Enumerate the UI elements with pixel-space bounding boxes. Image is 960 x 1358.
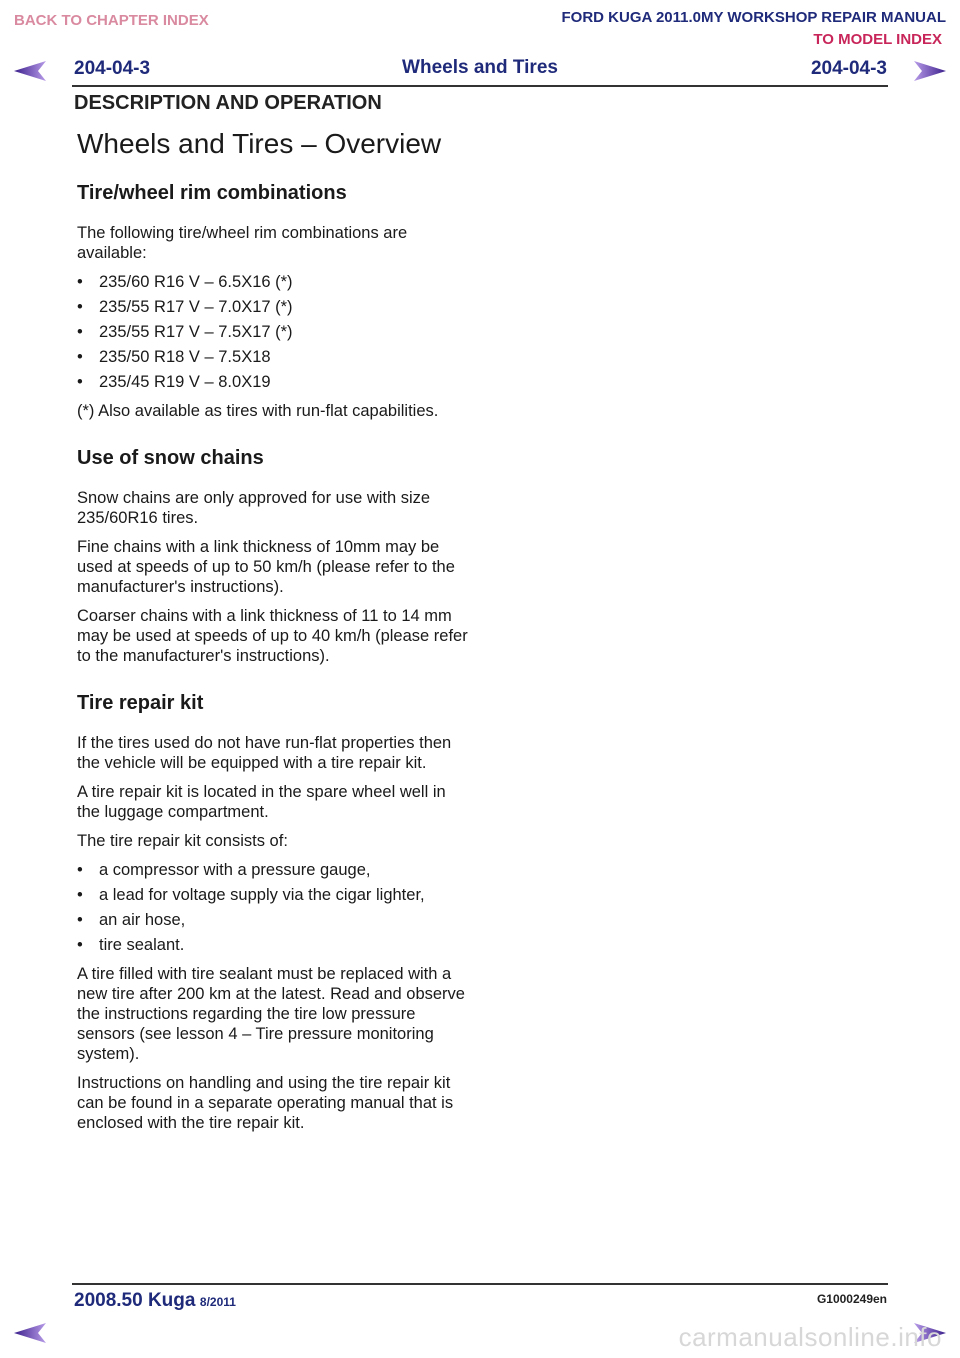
content-column: [77, 128, 472, 1142]
paragraph: Fine chains with a link thickness of 10mm may be used at speeds of up to 50 km/h (please refer to the manufacturer's instructions).: [77, 538, 455, 596]
list-item: • a compressor with a pressure gauge,: [77, 860, 472, 880]
next-page-arrow-icon[interactable]: [912, 60, 948, 82]
paragraph: The following tire/wheel rim combinations are available:: [77, 224, 408, 262]
document-title: Wheels and Tires – Overview: [77, 128, 442, 159]
list-item: • tire sealant.: [77, 935, 472, 955]
list-item: • a lead for voltage supply via the cigar lighter,: [77, 885, 472, 905]
section-label: DESCRIPTION AND OPERATION: [74, 92, 382, 114]
list-item: • 235/50 R18 V – 7.5X18: [77, 347, 472, 367]
page-number-right: 204-04-3: [810, 58, 887, 79]
list-item: • an air hose,: [77, 910, 472, 930]
list-item: • 235/55 R17 V – 7.0X17 (*): [77, 297, 472, 317]
list-item: • 235/55 R17 V – 7.5X17 (*): [77, 322, 472, 342]
watermark: carmanualsonline.info: [678, 1322, 942, 1352]
list-item: • 235/45 R19 V – 8.0X19: [77, 372, 472, 392]
paragraph: A tire repair kit is located in the spare wheel well in the luggage compartment.: [77, 783, 446, 821]
paragraph: If the tires used do not have run-flat properties then the vehicle will be equipped with a tire repair kit.: [77, 734, 452, 772]
list-item: • 235/60 R16 V – 6.5X16 (*): [77, 272, 472, 292]
to-model-index-link[interactable]: TO MODEL INDEX: [813, 31, 942, 48]
heading-tire-rim-combinations: Tire/wheel rim combinations: [77, 182, 347, 204]
footer-date: 8/2011: [199, 1295, 236, 1309]
paragraph: Coarser chains with a link thickness of 11 to 14 mm may be used at speeds of up to 40 km/h (please refer to the manufacturer's instructions).: [77, 607, 468, 665]
combination-list: [77, 272, 472, 392]
header-title: Wheels and Tires: [402, 57, 558, 78]
back-to-chapter-index-link[interactable]: BACK TO CHAPTER INDEX: [14, 12, 209, 29]
paragraph: Snow chains are only approved for use with size 235/60R16 tires.: [77, 489, 431, 527]
footer-model: 2008.50 Kuga: [74, 1290, 196, 1311]
paragraph: A tire filled with tire sealant must be replaced with a new tire after 200 km at the latest. Read and observe the instructions regarding the tire low pressure sensors (see lesson 4 – Tire pressure monitoring system).: [77, 965, 465, 1063]
manual-title: FORD KUGA 2011.0MY WORKSHOP REPAIR MANUAL: [561, 9, 946, 26]
paragraph: Instructions on handling and using the tire repair kit can be found in a separate operating manual that is enclosed with the tire repair kit.: [77, 1074, 454, 1132]
heading-tire-repair-kit: Tire repair kit: [77, 692, 204, 714]
header-rule: [72, 85, 888, 87]
document-code: G1000249en: [816, 1292, 887, 1306]
repair-kit-list: [77, 860, 472, 955]
heading-snow-chains: Use of snow chains: [77, 447, 264, 469]
previous-page-arrow-icon-bottom[interactable]: [12, 1322, 48, 1344]
footer-rule: [72, 1283, 888, 1285]
paragraph: The tire repair kit consists of:: [77, 832, 288, 850]
footer-model-block: [74, 1290, 236, 1312]
page-number-left: 204-04-3: [74, 58, 151, 79]
footnote: (*) Also available as tires with run-flat capabilities.: [77, 402, 439, 420]
